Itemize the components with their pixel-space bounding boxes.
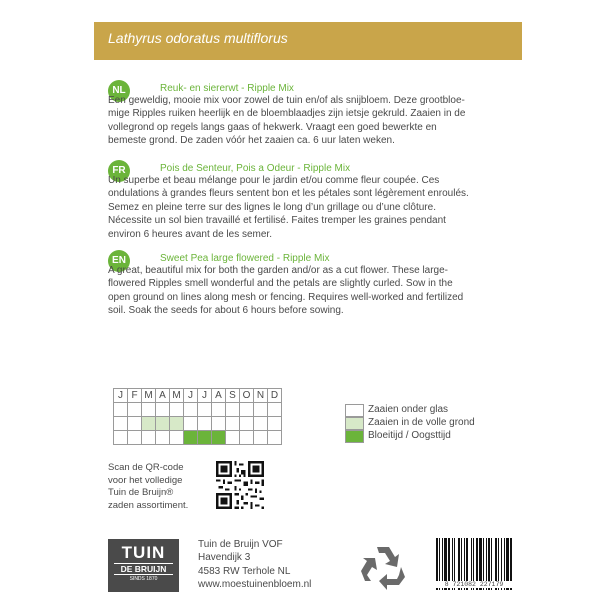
qr-text-line: Scan de QR-code xyxy=(108,462,184,473)
section-title-en: Sweet Pea large flowered - Ripple Mix xyxy=(160,253,330,264)
legend-swatch xyxy=(345,417,364,430)
calendar-cell xyxy=(198,417,212,431)
calendar-row-glass xyxy=(114,403,282,417)
calendar-month-row xyxy=(114,389,282,403)
legend-swatch xyxy=(345,404,364,417)
calendar-cell xyxy=(226,431,240,445)
brand-logo xyxy=(108,539,179,592)
section-title-fr: Pois de Senteur, Pois a Odeur - Ripple Mix xyxy=(160,163,351,174)
calendar-cell xyxy=(212,403,226,417)
calendar-cell xyxy=(240,417,254,431)
calendar-cell xyxy=(156,403,170,417)
sowing-calendar xyxy=(113,388,282,445)
logo-text-de-bruijn: DE BRUIJN xyxy=(114,563,173,575)
website-link[interactable]: www.moestuinenbloem.nl xyxy=(198,578,312,590)
calendar-cell xyxy=(114,417,128,431)
calendar-cell xyxy=(142,417,156,431)
calendar-cell xyxy=(184,417,198,431)
month-cell: S xyxy=(226,389,240,403)
body-line: A great, beautiful mix for both the garden and/or as a cut flower. These large- xyxy=(108,265,449,276)
calendar-row-open-ground xyxy=(114,417,282,431)
legend-label: Bloeitijd / Oogsttijd xyxy=(368,430,451,441)
qr-text-line: zaden assortiment. xyxy=(108,499,189,511)
section-body-en xyxy=(108,264,528,318)
body-line: soil. Soak the seeds for about 6 hours before sowing. xyxy=(108,305,344,317)
calendar-cell xyxy=(142,431,156,445)
badge-nl: NL xyxy=(108,80,130,102)
qr-code-icon[interactable] xyxy=(216,461,264,509)
section-body-fr xyxy=(108,174,528,241)
address-line: Havendijk 3 xyxy=(198,552,251,564)
recycle-icon xyxy=(357,541,409,593)
qr-text-line: voor het volledige xyxy=(108,474,183,486)
body-line: ondulations à grandes fleurs sentent bon et les pétales sont légèrement enroulés. xyxy=(108,188,469,200)
calendar-row-bloom xyxy=(114,431,282,445)
calendar-cell xyxy=(170,431,184,445)
title-bar xyxy=(94,22,522,60)
calendar-cell xyxy=(114,403,128,417)
logo-text-since: SINDS 1870 xyxy=(129,576,158,582)
logo-text-tuin: TUIN xyxy=(121,543,166,562)
month-cell: A xyxy=(212,389,226,403)
calendar-cell xyxy=(254,403,268,417)
calendar-cell xyxy=(170,403,184,417)
legend-swatch xyxy=(345,430,364,443)
company-address xyxy=(198,538,311,591)
calendar-cell xyxy=(170,417,184,431)
calendar-cell xyxy=(240,431,254,445)
calendar-cell xyxy=(128,403,142,417)
calendar-cell xyxy=(240,403,254,417)
month-cell: N xyxy=(254,389,268,403)
section-title-nl: Reuk- en siererwt - Ripple Mix xyxy=(160,83,294,94)
calendar-cell xyxy=(184,431,198,445)
month-cell: F xyxy=(128,389,142,403)
badge-fr: FR xyxy=(108,160,130,182)
calendar-cell xyxy=(268,431,282,445)
qr-text-line: Tuin de Bruijn® xyxy=(108,487,174,498)
calendar-cell xyxy=(128,431,142,445)
body-line: vollegrond op regels langs gaas of hekwerk. Vraagt een goed bewerkte en xyxy=(108,121,437,133)
body-line: Un superbe et beau mélange pour le jardin et/ou comme fleur coupée. Ces xyxy=(108,175,440,186)
calendar-cell xyxy=(254,417,268,431)
calendar-cell xyxy=(212,417,226,431)
month-cell: J xyxy=(114,389,128,403)
body-line: open ground on lines along mesh or fencing. Requires well-worked and fertilized xyxy=(108,291,464,303)
calendar-cell xyxy=(142,403,156,417)
qr-instructions xyxy=(108,462,208,512)
body-line: flowered Ripples smell wonderful and the petals are slightly curled. Sow in the xyxy=(108,278,453,290)
calendar-cell xyxy=(184,403,198,417)
calendar-cell xyxy=(156,417,170,431)
legend-label: Zaaien onder glas xyxy=(368,404,449,415)
calendar-cell xyxy=(268,403,282,417)
body-line: Nécessite un sol bien travaillé et fertilisé. Faites tremper les graines pendant xyxy=(108,215,446,227)
body-line: Semez en pleine terre sur des lignes le long d’un grillage ou d’une clôture. xyxy=(108,201,436,213)
barcode-icon xyxy=(432,536,516,598)
calendar-cell xyxy=(114,431,128,445)
month-cell: J xyxy=(184,389,198,403)
month-cell: O xyxy=(240,389,254,403)
month-cell: M xyxy=(142,389,156,403)
calendar-cell xyxy=(226,403,240,417)
body-line: bemeste grond. De zaden vóór het zaaien ca. 6 uur laten weken. xyxy=(108,135,395,147)
address-line: Tuin de Bruijn VOF xyxy=(198,539,283,550)
month-cell: J xyxy=(198,389,212,403)
month-cell: D xyxy=(268,389,282,403)
month-cell: M xyxy=(170,389,184,403)
calendar-cell xyxy=(198,431,212,445)
barcode-number: 8 721082 227179 xyxy=(432,581,516,588)
legend-label: Zaaien in de volle grond xyxy=(368,417,475,428)
address-line: 4583 RW Terhole NL xyxy=(198,565,291,577)
section-body-nl xyxy=(108,94,528,148)
body-line: environ 6 heures avant de les semer. xyxy=(108,228,272,240)
calendar-cell xyxy=(156,431,170,445)
body-line: Een geweldig, mooie mix voor zowel de tuin en/of als snijbloem. Deze grootbloe- xyxy=(108,95,465,106)
calendar-cell xyxy=(212,431,226,445)
calendar-cell xyxy=(226,417,240,431)
body-line: mige Ripples ruiken heerlijk en de bloemblaadjes zijn ietsje gekruld. Zaaien in de xyxy=(108,108,466,120)
calendar-cell xyxy=(254,431,268,445)
month-cell: A xyxy=(156,389,170,403)
calendar-cell xyxy=(268,417,282,431)
calendar-cell xyxy=(128,417,142,431)
calendar-cell xyxy=(198,403,212,417)
badge-en: EN xyxy=(108,250,130,272)
latin-name: Lathyrus odoratus multiflorus xyxy=(108,30,288,46)
